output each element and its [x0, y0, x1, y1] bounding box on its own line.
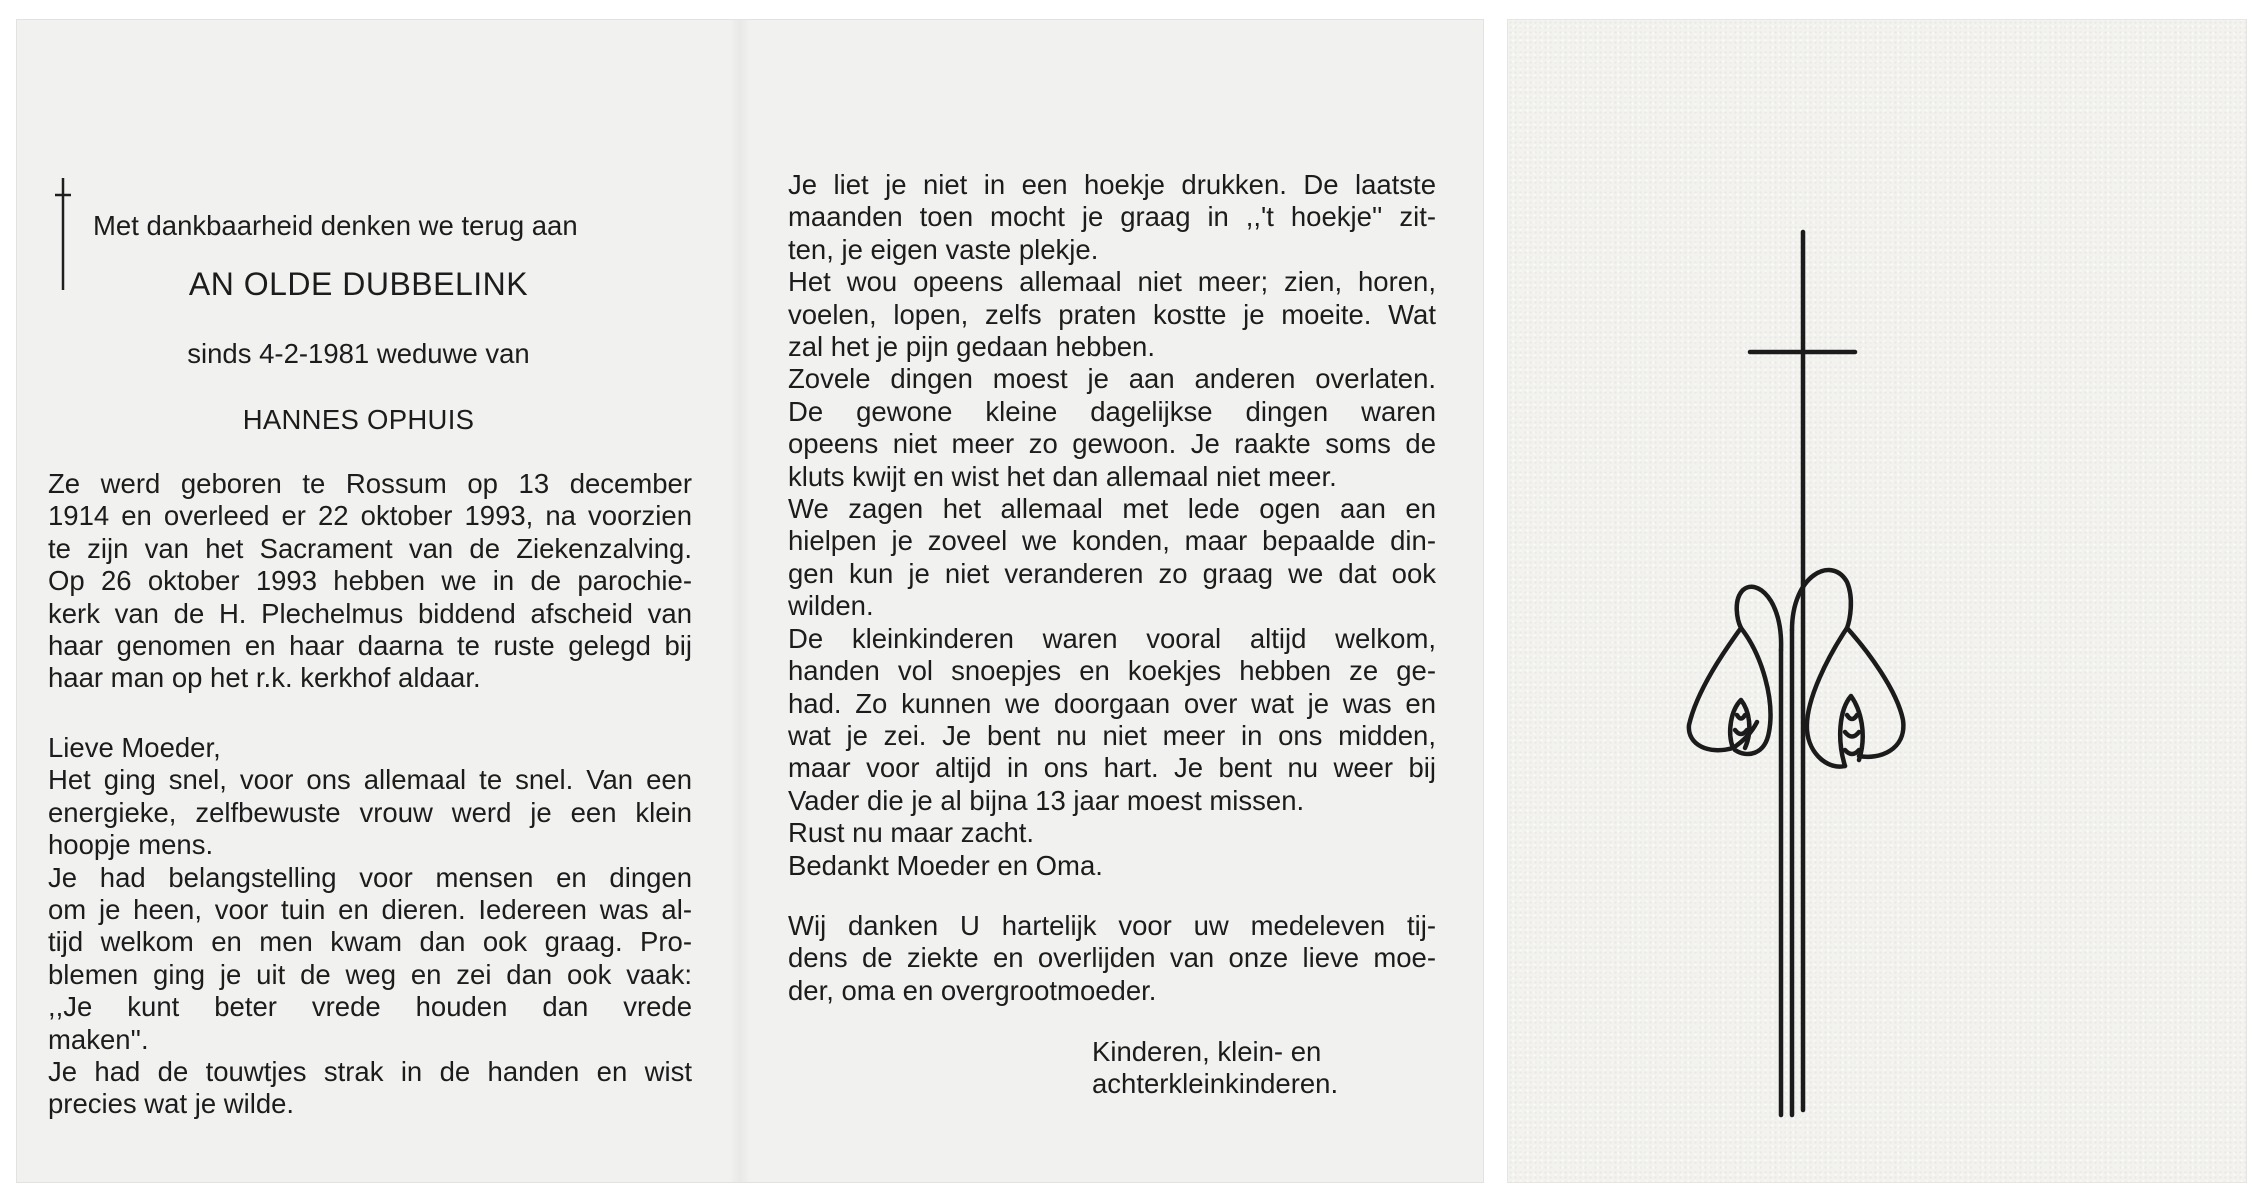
inner-card — [17, 20, 1483, 1182]
text-line: hielpen je zoveel we konden, maar bepaalde din- — [788, 525, 1436, 557]
widow-line: sinds 4-2-1981 weduwe van — [187, 338, 530, 369]
text-line: maar voor altijd in ons hart. Je bent nu weer bij — [788, 752, 1436, 784]
letter-line: energieke, zelfbewuste vrouw werd je een klein — [48, 796, 692, 828]
text-line: maanden toen mocht je graag in ,,'t hoekje'' zit- — [788, 201, 1436, 233]
biography — [48, 468, 692, 695]
text-line: had. Zo kunnen we doorgaan over wat je was en — [788, 687, 1436, 719]
bio-line: haar genomen en haar daarna te ruste gelegd bij — [48, 630, 692, 662]
text-line: gen kun je niet veranderen zo graag we dat ook — [788, 557, 1436, 589]
text-line: wilden. — [788, 590, 874, 622]
text-line: wat je zei. Je bent nu niet meer in ons midden, — [788, 719, 1436, 751]
letter-line: om je heen, voor tuin en dieren. Iedereen was al- — [48, 894, 692, 926]
thanks-line: dens de ziekte en overlijden van onze lieve moe- — [788, 942, 1436, 974]
text-line: Bedankt Moeder en Oma. — [788, 849, 1103, 881]
letter-line: tijd welkom en men kwam dan ook graag. Pro- — [48, 926, 692, 958]
text-line: voelen, lopen, zelfs praten kostte je moeite. Wat — [788, 298, 1436, 330]
intro-text: Met dankbaarheid denken we terug aan — [93, 210, 578, 241]
text-line: Zovele dingen moest je aan anderen overlaten. — [788, 363, 1436, 395]
husband-name: HANNES OPHUIS — [242, 404, 475, 435]
text-line: Je liet je niet in een hoekje drukken. De laatste — [788, 169, 1436, 200]
bio-line: haar man op het r.k. kerkhof aldaar. — [48, 662, 481, 694]
letter-line: maken''. — [48, 1023, 149, 1055]
bio-line: Ze werd geboren te Rossum op 13 december — [48, 468, 692, 499]
signature-line: Kinderen, klein- en — [1092, 1036, 1322, 1067]
signature — [1092, 1036, 1338, 1101]
letter-line: hoopje mens. — [48, 829, 214, 861]
text-line: ten, je eigen vaste plekje. — [788, 233, 1099, 265]
fold-line — [730, 20, 750, 1182]
letter-line: precies wat je wilde. — [48, 1088, 295, 1120]
thanks-line: Wij danken U hartelijk voor uw medeleven tij- — [788, 910, 1436, 941]
front-card — [1508, 20, 2246, 1182]
letter-line: Lieve Moeder, — [48, 732, 221, 763]
letter-line: Je had de touwtjes strak in de handen en wist — [48, 1056, 692, 1088]
letter-line: blemen ging je uit de weg en zei dan ook vaak: — [48, 958, 692, 990]
thanks-line: der, oma en overgrootmoeder. — [788, 974, 1157, 1006]
letter-line: Je had belangstelling voor mensen en dingen — [48, 861, 692, 893]
text-line: zal het je pijn gedaan hebben. — [788, 331, 1155, 363]
text-line: kluts kwijt en wist het dan allemaal niet meer. — [788, 460, 1337, 492]
bio-line: kerk van de H. Plechelmus biddend afscheid van — [48, 597, 692, 629]
signature-line: achterkleinkinderen. — [1092, 1068, 1339, 1100]
text-line: De kleinkinderen waren vooral altijd welkom, — [788, 622, 1436, 654]
text-line: Het wou opeens allemaal niet meer; zien, horen, — [788, 266, 1436, 298]
text-line: opeens niet meer zo gewoon. Je raakte soms de — [788, 428, 1436, 460]
text-line: We zagen het allemaal met lede ogen aan en — [788, 493, 1436, 525]
bio-line: te zijn van het Sacrament van de Ziekenzalving. — [48, 532, 692, 564]
thanks-text — [788, 910, 1436, 1007]
letter-line: Het ging snel, voor ons allemaal te snel. Van een — [48, 764, 692, 796]
text-line: handen vol snoepjes en koekjes hebben ze ge- — [788, 655, 1436, 687]
bio-line: 1914 en overleed er 22 oktober 1993, na voorzien — [48, 500, 692, 532]
deceased-name: AN OLDE DUBBELINK — [188, 266, 529, 302]
text-line: Vader die je al bijna 13 jaar moest missen. — [788, 784, 1305, 816]
cross-with-snowdrops-icon — [1647, 210, 1907, 1130]
text-line: De gewone kleine dagelijkse dingen waren — [788, 395, 1436, 427]
bio-line: Op 26 oktober 1993 hebben we in de parochie- — [48, 565, 692, 597]
letter-line: ,,Je kunt beter vrede houden dan vrede — [48, 991, 692, 1023]
remembrance-text — [788, 169, 1436, 882]
letter — [48, 732, 692, 1121]
text-line: Rust nu maar zacht. — [788, 817, 1035, 849]
